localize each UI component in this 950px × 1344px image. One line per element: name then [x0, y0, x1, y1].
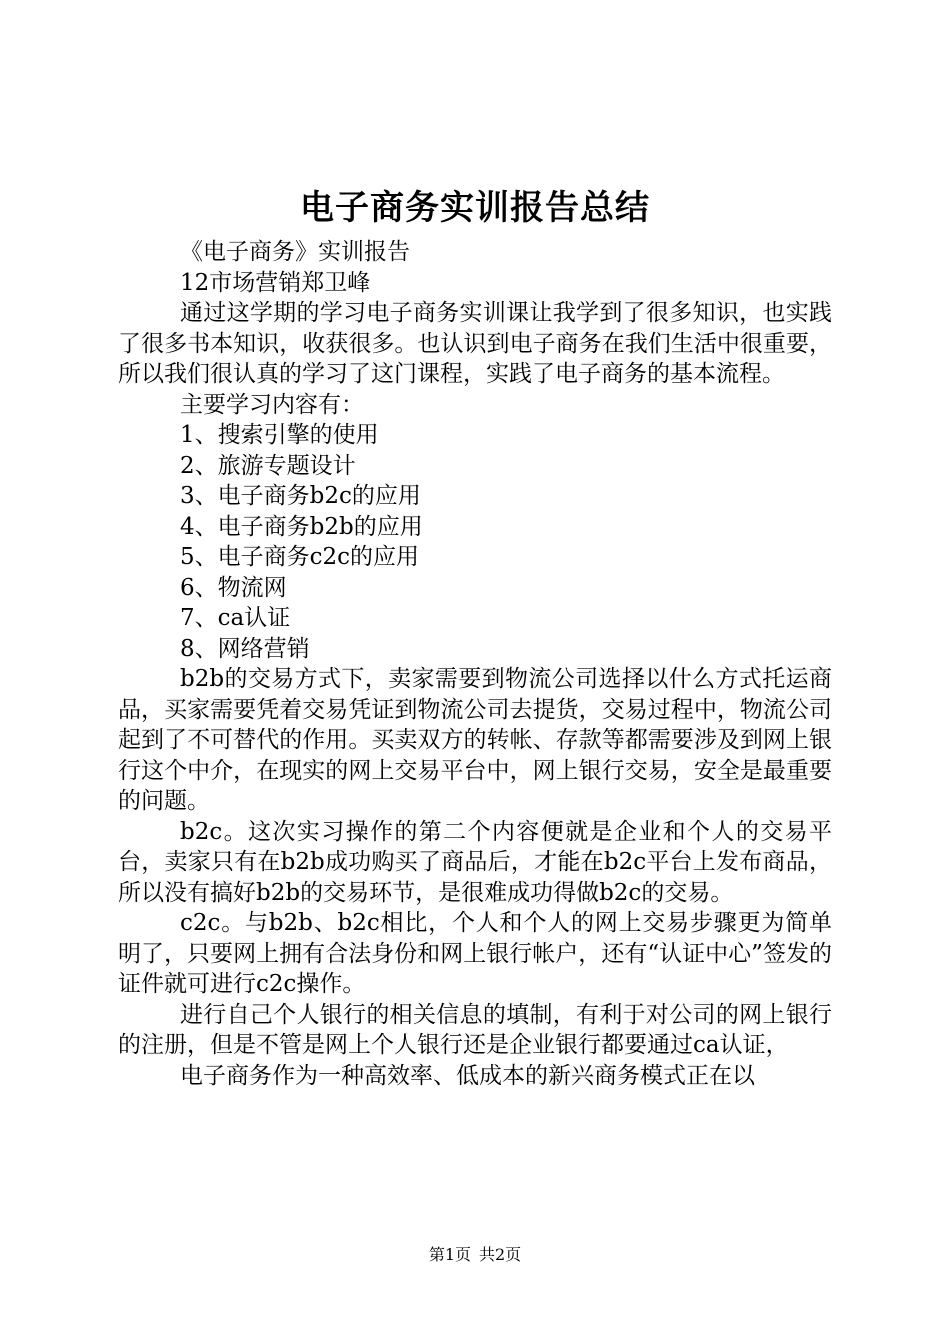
- paragraph-intro: 通过这学期的学习电子商务实训课让我学到了很多知识，也实践了很多书本知识，收获很多。也认识到电子商务在我们生活中很重要，所以我们很认真的学习了这门课程，实践了电子商务的基本流程。: [118, 300, 832, 387]
- list-item: 2、旅游专题设计: [180, 452, 356, 479]
- page-number: 第1页: [428, 1245, 471, 1264]
- paragraph-author: 12市场营销郑卫峰: [180, 269, 371, 296]
- page-footer: [0, 1243, 950, 1267]
- document-body: [118, 237, 832, 1091]
- list-item: 7、ca认证: [180, 605, 291, 631]
- paragraph-contents-heading: 主要学习内容有：: [180, 391, 364, 418]
- list-item: 4、电子商务b2b的应用: [180, 513, 423, 540]
- list-item: 6、物流网: [180, 574, 287, 601]
- paragraph-b2b: b2b的交易方式下，卖家需要到物流公司选择以什么方式托运商品，买家需要凭着交易凭证到物流公司去提货，交易过程中，物流公司起到了不可替代的作用。买卖双方的转帐、存款等都需要涉及到网上银行这个中介，在现实的网上交易平台中，网上银行交易，安全是最重要的问题。: [118, 666, 832, 814]
- list-item: 8、网络营销: [180, 635, 310, 662]
- paragraph-c2c: c2c。与b2b、b2c相比，个人和个人的网上交易步骤更为简单明了，只要网上拥有合法身份和网上银行帐户，还有“认证中心”签发的证件就可进行c2c操作。: [118, 910, 832, 997]
- page-total: 共2页: [479, 1245, 522, 1264]
- paragraph-report-heading: 《电子商务》实训报告: [180, 239, 410, 265]
- paragraph-ecommerce: 电子商务作为一种高效率、低成本的新兴商务模式正在以: [180, 1062, 755, 1089]
- list-item: 5、电子商务c2c的应用: [180, 544, 420, 570]
- paragraph-b2c: b2c。这次实习操作的第二个内容便就是企业和个人的交易平台，卖家只有在b2b成功购买了商品后，才能在b2c平台上发布商品，所以没有搞好b2b的交易环节，是很难成功得做b2c的交易。: [118, 818, 832, 906]
- list-item: 3、电子商务b2c的应用: [180, 483, 421, 509]
- document-title: 电子商务实训报告总结: [300, 188, 650, 228]
- list-item: 1、搜索引擎的使用: [180, 422, 379, 448]
- paragraph-bank: 进行自己个人银行的相关信息的填制，有利于对公司的网上银行的注册，但是不管是网上个人银行还是企业银行都要通过ca认证，: [118, 1001, 832, 1058]
